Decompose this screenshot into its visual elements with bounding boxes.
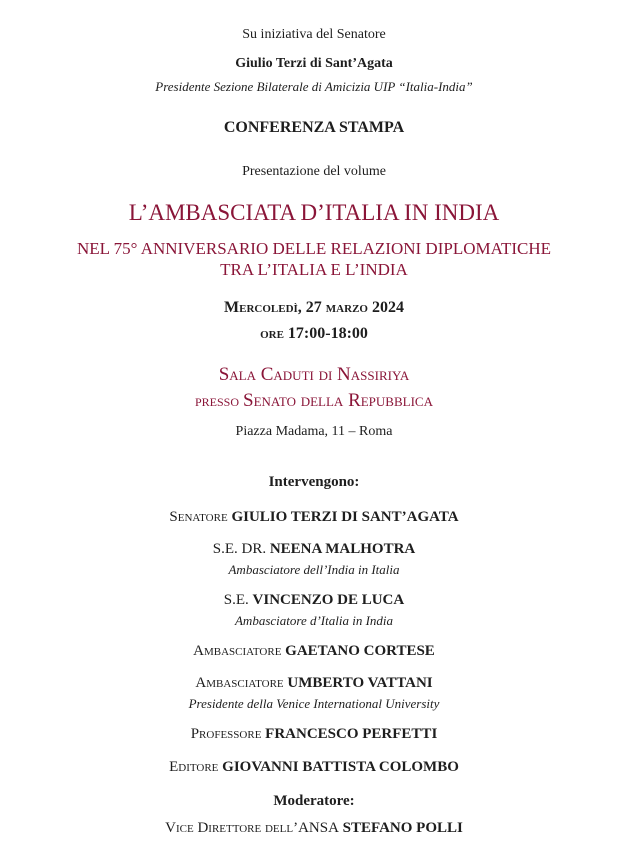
speaker-6: [0, 726, 628, 743]
speaker-name: NEENA MALHOTRA: [269, 541, 416, 557]
speaker-role: Editore: [169, 759, 219, 775]
speaker-name: GIOVANNI BATTISTA COLOMBO: [222, 759, 459, 775]
venue-institution: Senato della Repubblica: [243, 390, 433, 411]
speaker-role: Ambasciatore: [195, 675, 284, 691]
speaker-role: Senatore: [169, 509, 228, 525]
speaker-4: [0, 643, 628, 660]
speaker-role: S.E.: [223, 592, 249, 608]
speaker-desc: Ambasciatore d’Italia in India: [234, 613, 394, 628]
speaker-name: GIULIO TERZI DI SANT’AGATA: [231, 509, 459, 525]
venue-presso: presso: [195, 391, 240, 410]
book-subtitle-line2: TRA L’ITALIA E L’INDIA: [220, 260, 408, 279]
speaker-name: VINCENZO DE LUCA: [252, 592, 405, 608]
initiative-text: Su iniziativa del Senatore: [242, 27, 386, 42]
moderator-role: Vice Direttore dell’ANSA: [165, 820, 339, 836]
moderator-heading: Moderatore:: [273, 793, 355, 809]
speakers-heading: Intervengono:: [268, 474, 360, 490]
moderator-name: STEFANO POLLI: [342, 820, 463, 836]
speaker-name: UMBERTO VATTANI: [287, 675, 433, 691]
speaker-desc: Ambasciatore dell’India in Italia: [228, 562, 400, 577]
moderator: [0, 820, 628, 837]
speaker-2: [0, 541, 628, 558]
speaker-1: [0, 509, 628, 526]
event-date: Mercoledì, 27 marzo 2024: [224, 299, 404, 316]
venue-address: Piazza Madama, 11 – Roma: [235, 424, 393, 439]
event-time: ore 17:00-18:00: [260, 325, 368, 342]
presentation-text: Presentazione del volume: [242, 164, 386, 179]
speaker-3: [0, 592, 628, 609]
book-title: L’AMBASCIATA D’ITALIA IN INDIA: [128, 200, 500, 225]
senator-name: Giulio Terzi di Sant’Agata: [235, 56, 393, 71]
speaker-name: GAETANO CORTESE: [285, 643, 435, 659]
book-subtitle-line1: NEL 75° ANNIVERSARIO DELLE RELAZIONI DIPLOMATICHE: [76, 239, 552, 258]
senator-role: Presidente Sezione Bilaterale di Amicizia UIP “Italia-India”: [155, 79, 473, 94]
speaker-role: Professore: [190, 726, 262, 742]
speaker-desc: Presidente della Venice International University: [188, 696, 440, 711]
speaker-7: [0, 759, 628, 776]
speaker-role: Ambasciatore: [193, 643, 282, 659]
speaker-5: [0, 675, 628, 692]
venue-institution-line: [0, 390, 628, 412]
venue-hall: Sala Caduti di Nassiriya: [218, 364, 410, 385]
speaker-name: FRANCESCO PERFETTI: [265, 726, 438, 742]
speaker-role: S.E. DR.: [212, 541, 267, 557]
event-type: CONFERENZA STAMPA: [223, 119, 405, 136]
